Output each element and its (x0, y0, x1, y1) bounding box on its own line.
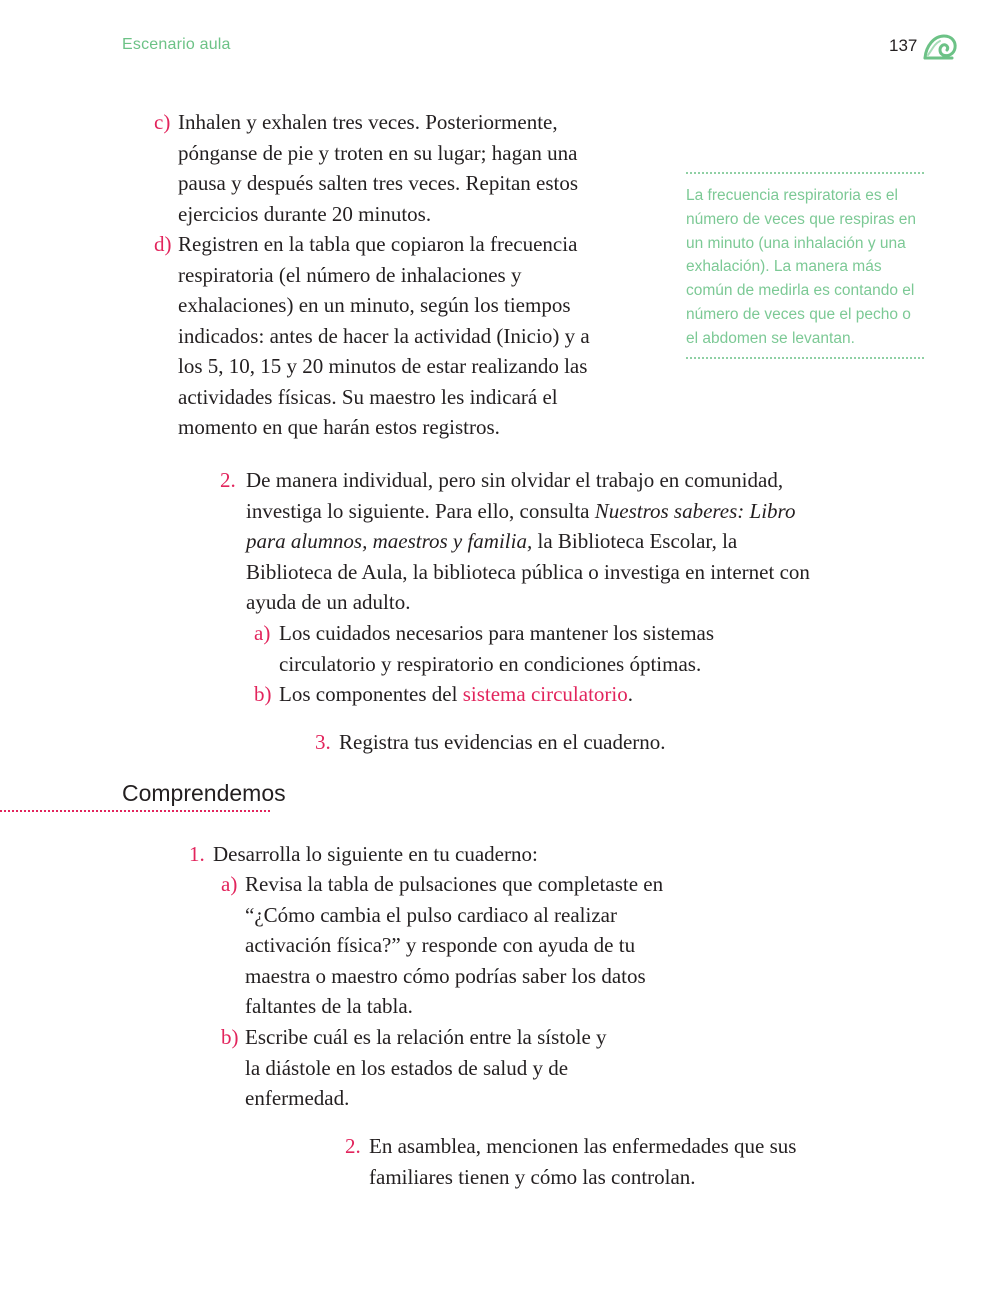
step-text: De manera individual, pero sin olvidar el trabajo en comunidad, investiga lo siguiente. Para ello, consulta Nuestros saberes: Libro para alumnos, maestros y familia, la Biblioteca Escolar, la Biblioteca de Aula, la biblioteca pública o investiga en internet con ayuda de un adulto. (246, 468, 810, 614)
list-text: Registren en la tabla que copiaron la frecuencia respiratoria (el número de inhalaciones y exhalaciones) en un minuto, según los tiempos indicados: antes de hacer la actividad (Inicio) y a los 5, 10, 15 y 20 minutos de estar realizando las actividades físicas. Su maestro les indicará el momento en que harán estos registros. (178, 232, 590, 439)
step-number: 3. (315, 730, 331, 754)
step-number: 1. (189, 842, 205, 866)
sub-text: Revisa la tabla de pulsaciones que completaste en “¿Cómo cambia el pulso cardiaco al realizar activación física?” y responde con ayuda de tu maestra o maestro cómo podrías saber los datos faltantes de la tabla. (245, 872, 664, 1018)
section-heading: Comprendemos (122, 780, 286, 806)
step-text: En asamblea, mencionen las enfermedades que sus familiares tienen y cómo las controlan. (369, 1134, 797, 1189)
list-text: Inhalen y exhalen tres veces. Posteriormente, pónganse de pie y troten en su lugar; hagan una pausa y después salten tres veces. Repitan estos ejercicios durante 20 minutos. (178, 110, 579, 226)
sub-text: Los componentes del sistema circulatorio. (279, 682, 633, 706)
step-3 (315, 727, 739, 758)
sub-text: Los cuidados necesarios para mantener los sistemas circulatorio y respiratorio en condiciones óptimas. (279, 621, 715, 676)
sub-label: b) (254, 682, 272, 706)
sub-label: a) (221, 872, 238, 896)
step-number: 2. (220, 468, 236, 492)
step-2-sub-b (254, 679, 739, 710)
spiral-shell-icon (922, 30, 958, 62)
comp-item-1 (189, 839, 693, 870)
list-label: c) (154, 110, 171, 134)
sub-label: b) (221, 1025, 239, 1049)
list-item-c (154, 107, 598, 229)
sub-label: a) (254, 621, 271, 645)
section-name: Escenario aula (122, 36, 231, 53)
step-text: Registra tus evidencias en el cuaderno. (339, 730, 666, 754)
list-label: d) (154, 232, 172, 256)
step-2 (220, 465, 811, 618)
step-number: 2. (345, 1134, 361, 1158)
comp-1-sub-b (221, 1022, 615, 1114)
book-title: Nuestros saberes: Libro para alumnos, maestros y familia, (246, 498, 796, 553)
comp-1-sub-a (221, 869, 665, 1022)
glossary-sidenote: La frecuencia respiratoria es el número de veces que respiras en un minuto (una inhalación y una exhalación). La manera más común de medirla es contando el número de veces que el pecho o el abdomen se levantan. (686, 172, 924, 359)
comp-item-2 (345, 1131, 809, 1192)
step-text: Desarrolla lo siguiente en tu cuaderno: (213, 842, 538, 866)
list-item-d (154, 229, 598, 443)
glossary-link[interactable]: sistema circulatorio (462, 682, 628, 706)
page-number: 137 (889, 36, 918, 55)
step-2-sub-a (254, 618, 739, 679)
section-divider (0, 810, 270, 812)
sub-text: Escribe cuál es la relación entre la sístole y la diástole en los estados de salud y de enfermedad. (245, 1025, 607, 1110)
